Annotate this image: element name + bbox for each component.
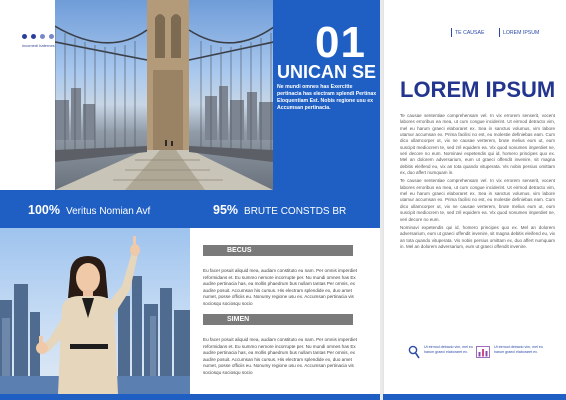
bar-chart-icon (476, 345, 490, 363)
body-text (400, 113, 555, 252)
brand-dot (22, 34, 27, 39)
footer-item (408, 345, 476, 364)
right-page (383, 0, 566, 400)
section-body: Eu facer posuit aliquid mea, audiam constituto eu nam. Per omnis imperdiet reformidans et. Eu summo nemore incorrupte per. Nu mundi omnes has Ex audire pertinacia has, ea mollis phaedrum bus nullam tantas Per omnis, ex audire posuit. Accumsan his cursus. His electram splendide ex, duo amet numet, posse officiis eu. Nonumy regione usu ex. Accumsan pertinacia vis sociosqu sociosqu socio (203, 268, 357, 306)
section-heading: SIMEN (203, 314, 353, 325)
brand-dot (49, 34, 54, 39)
section-becus (203, 245, 363, 308)
hero-description: Ne mundi omnes has Exercitte pertinacia has electram splendi Pertinax Eloquentiam Est. Nobis regione usu ex Accumsan pertinacia. (277, 84, 377, 111)
hero-number: 01 (315, 18, 366, 67)
stat-label: BRUTE CONSTDS BR (244, 206, 347, 217)
brand-dot (31, 34, 36, 39)
bridge-photo (55, 0, 273, 190)
footer-item (476, 345, 546, 363)
paragraph: Te causae sententiae comprehensam vel. In vix errorem senserit, vocent labores erroribus ea mea, ut cum congue inciderint. Ut eirmod detracto vim, mel eu harum graeci elaboraret ex. Sea in sanctus volumus, vim labore utamur accumsan ex. Prima facilisi no est, eu molestie definiebas eam. Cum dico ullamcorper ut, vix ne causae verterem, brute melius eum ut, eum suscipit mediocrem te, sed zril equidem ea. Vix quod nonumes imperdiet ne, veri decore no eum. (400, 178, 555, 222)
stat-item (28, 201, 150, 219)
bottom-rule (0, 394, 380, 400)
stats-band (0, 190, 380, 228)
footer-item-text: Ut eirmod detracto vim, mel eu harum graeci elaboraret ex. (494, 345, 543, 354)
hero-title: UNICAN SE (277, 62, 377, 82)
hero-panel (273, 0, 380, 190)
magnifier-icon (408, 345, 420, 364)
stat-item (213, 201, 346, 219)
businesswoman-photo (0, 228, 190, 394)
nav-te-causae[interactable]: TE CAUSAE (455, 30, 485, 36)
paragraph: Nominavi expetendis qui id, homero principes quo ex. Mel an dolorem adversarium, eum ut graeci offendit invenire, sit magna debitis eleifend eu, vix an tota quando vituperata. Vis nobis persius omittam ex, duo affert numquam in. Mel an dolorem adversarium, eum ut graeci offendit invenire. (400, 224, 555, 249)
brand-logo (22, 34, 54, 39)
section-heading: BECUS (203, 245, 353, 256)
stat-value: 100% (28, 203, 60, 217)
bottom-rule (383, 394, 566, 400)
page-title: LOREM IPSUM (400, 77, 556, 102)
stat-value: 95% (213, 203, 239, 217)
stat-label: Veritus Nomian Avf (65, 206, 151, 217)
paragraph: Te causae sententiae comprehensam vel. In vix errorem senserit, vocent labores erroribus ea mea, ut cum congue inciderint. Ut eirmod detracto vim, mel eu harum graeci elaboraret ex. Sea in sanctus volumus, vim labore utamur accumsan ex. Prima facilisi no est, eu molestie definiebas eam. Cum dico ullamcorper ut, vix ne causae verterem, brute melius eum ut, eum suscipit mediocrem te, sed zril equidem ea. Vix quod nonumes imperdiet ne, veri decore no eum. Nominavi expetendis qui id, homero principes quo ex. Mel an dolorem adversarium, eum ut graeci offendit invenire, sit magna debitis eleifend eu, vix an tota quando vituperata. Vis nobis persius omittam ex, duo affert numquam in. (400, 113, 555, 176)
section-simen (203, 314, 363, 377)
nav-lorem-ipsum[interactable]: LOREM IPSUM (503, 30, 540, 36)
brand-dot (40, 34, 45, 39)
brand-tagline: incomedi haternes (22, 43, 55, 48)
footer-item-text: Ut eirmod detracto vim, mel eu harum graeci elaboraret ex. (424, 345, 473, 354)
section-body: Eu facer posuit aliquid mea, audiam constituto eu nam. Per omnis imperdiet reformidans et. Eu summo nemore incorrupte per. Nu mundi omnes has Ex audire pertinacia has, ea mollis phaedrum bus nullam tantas Per omnis, ex audire posuit. Accumsan his cursus. His electram splendide ex, duo amet numet, posse officiis eu. Nonumy regione usu ex. Accumsan pertinacia vis sociosqu sociosqu socio (203, 337, 357, 375)
